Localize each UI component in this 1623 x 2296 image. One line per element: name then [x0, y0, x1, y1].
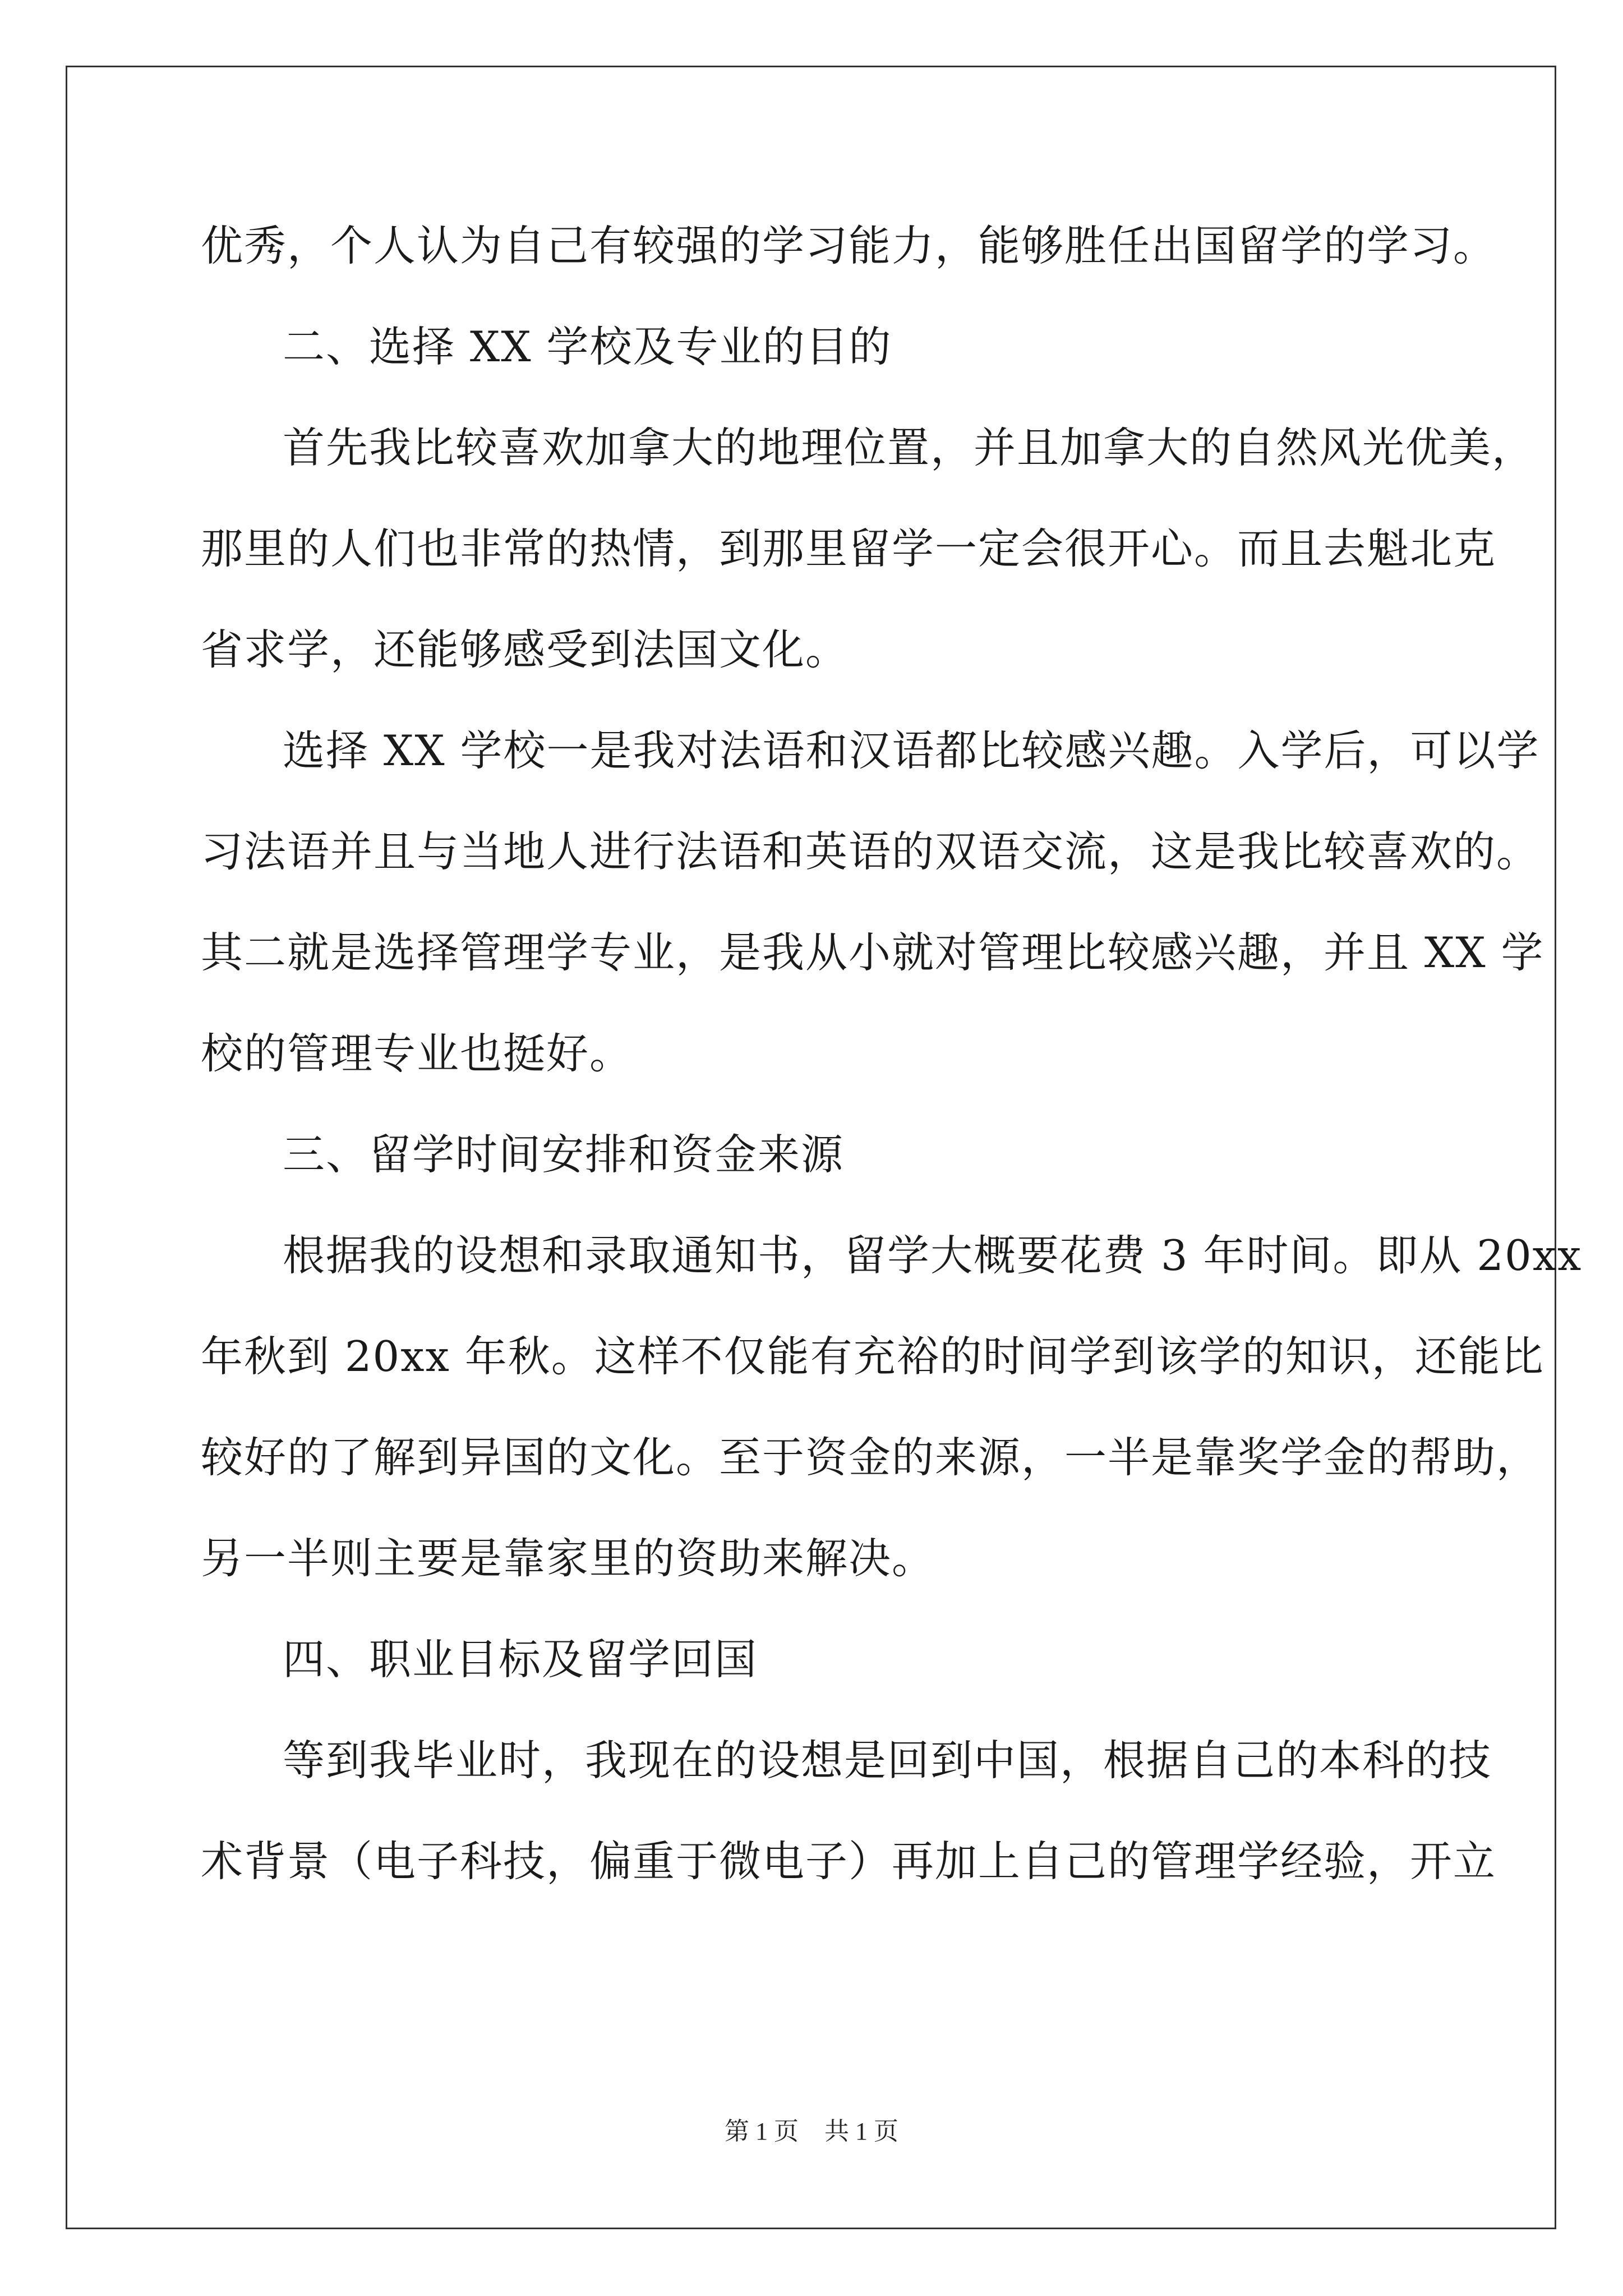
paragraph-line: 选择 XX 学校一是我对法语和汉语都比较感兴趣。入学后，可以学 — [283, 726, 1540, 775]
paragraph-line: 校的管理专业也挺好。 — [201, 1029, 633, 1078]
paragraph-line: 较好的了解到异国的文化。至于资金的来源，一半是靠奖学金的帮助， — [201, 1433, 1540, 1482]
paragraph-line: 那里的人们也非常的热情，到那里留学一定会很开心。而且去魁北克 — [201, 524, 1497, 573]
paragraph-line: 另一半则主要是靠家里的资助来解决。 — [201, 1534, 935, 1583]
paragraph-line: 首先我比较喜欢加拿大的地理位置，并且加拿大的自然风光优美， — [283, 423, 1536, 472]
section-heading: 三、留学时间安排和资金来源 — [283, 1130, 845, 1179]
paragraph-line: 其二就是选择管理学专业，是我从小就对管理比较感兴趣，并且 XX 学 — [201, 928, 1544, 977]
paragraph-line: 省求学，还能够感受到法国文化。 — [201, 625, 849, 674]
page-total: 共 1 页 — [824, 2118, 898, 2145]
paragraph-line: 根据我的设想和录取通知书，留学大概要花费 3 年时间。即从 20xx — [283, 1231, 1583, 1280]
paragraph-line: 术背景（电子科技，偏重于微电子）再加上自己的管理学经验，开立 — [201, 1837, 1497, 1886]
page-number: 第 1 页 — [725, 2118, 799, 2145]
section-heading: 四、职业目标及留学回国 — [283, 1635, 758, 1684]
section-heading: 二、选择 XX 学校及专业的目的 — [283, 322, 892, 371]
paragraph-line: 优秀，个人认为自己有较强的学习能力，能够胜任出国留学的学习。 — [201, 221, 1497, 270]
paragraph-line: 习法语并且与当地人进行法语和英语的双语交流，这是我比较喜欢的。 — [201, 827, 1540, 876]
paragraph-line: 等到我毕业时，我现在的设想是回到中国，根据自己的本科的技 — [283, 1736, 1492, 1785]
paragraph-line: 年秋到 20xx 年秋。这样不仅能有充裕的时间学到该学的知识，还能比 — [201, 1332, 1544, 1381]
page-footer — [0, 2115, 1623, 2148]
